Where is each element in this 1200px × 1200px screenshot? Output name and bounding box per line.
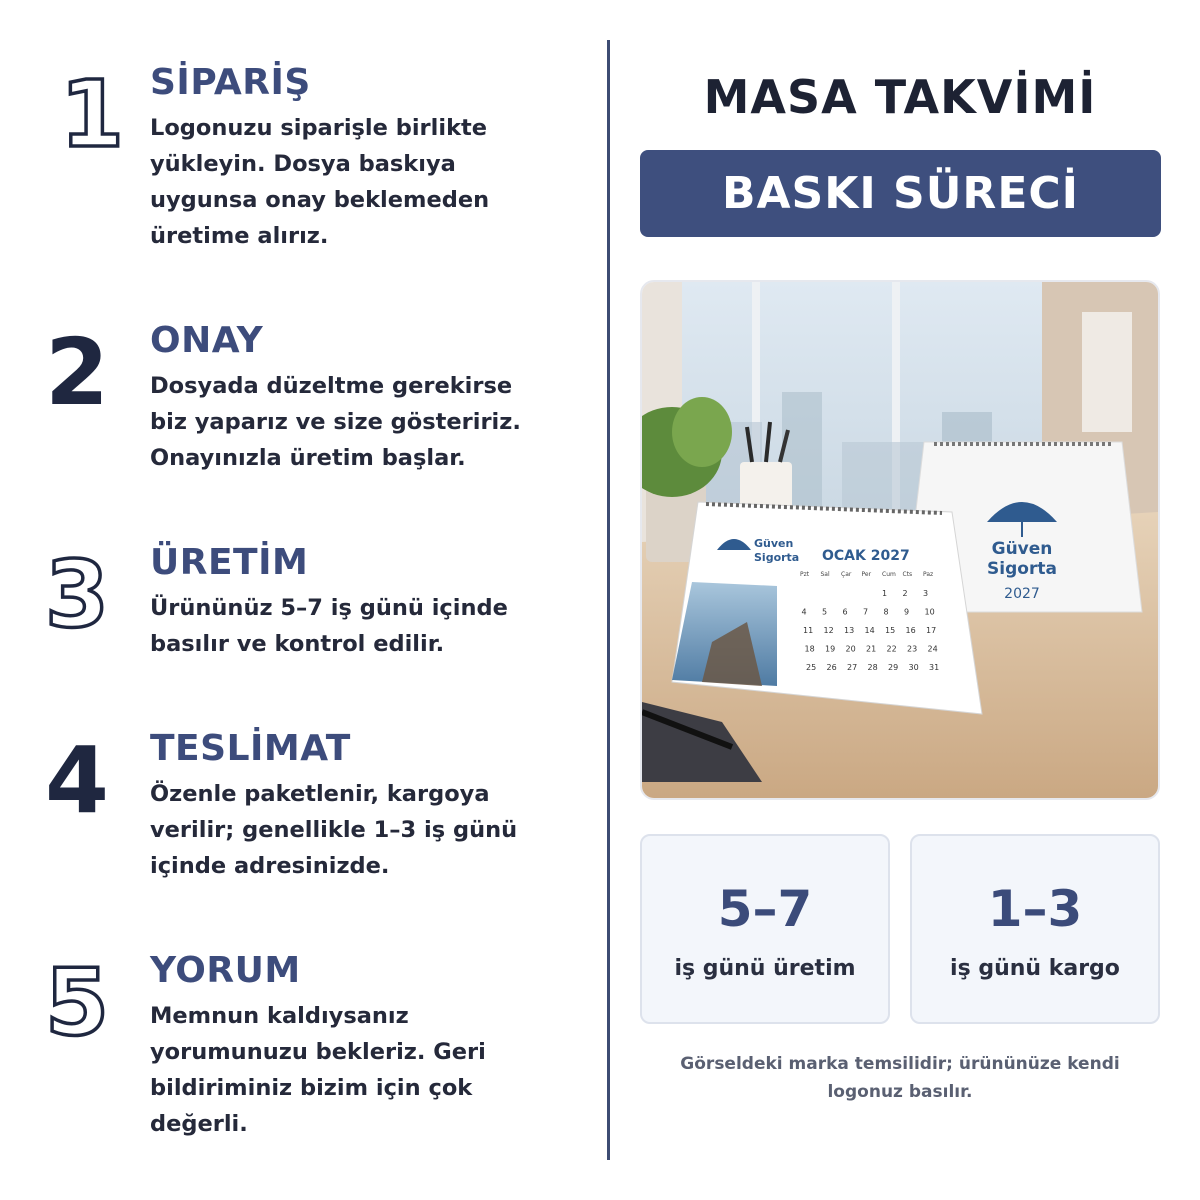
vertical-divider — [607, 40, 610, 1160]
step-title: TESLİMAT — [150, 728, 351, 769]
svg-text:Güven: Güven — [991, 539, 1053, 559]
svg-text:3: 3 — [45, 541, 110, 648]
calendar-day: 27 — [847, 663, 858, 672]
calendar-day: 16 — [905, 626, 916, 635]
product-photo — [640, 280, 1160, 800]
calendar-weekday: Çar — [841, 571, 852, 578]
calendar-day: 25 — [806, 663, 817, 672]
svg-text:5: 5 — [45, 949, 110, 1056]
calendar-day: 12 — [823, 626, 834, 635]
svg-text:2027: 2027 — [1004, 586, 1040, 602]
step-description: Logonuzu siparişle birlikte yükleyin. Dosya baskıya uygunsa onay beklemeden üretime alırız. — [150, 115, 490, 249]
calendar-weekday: Cum — [882, 571, 896, 578]
step-title: YORUM — [150, 950, 301, 991]
stat-label: iş günü kargo — [950, 956, 1120, 981]
calendar-weekday: Cts — [902, 571, 913, 578]
step-number-4 — [40, 727, 120, 834]
calendar-day: 9 — [904, 607, 910, 617]
calendar-day: 4 — [801, 607, 807, 617]
calendar-day: 5 — [822, 607, 828, 617]
calendar-weekday: Sal — [820, 571, 830, 578]
calendar-day: 3 — [923, 589, 929, 598]
step-title: ÜRETİM — [150, 542, 309, 583]
calendar-day: 20 — [845, 644, 856, 654]
svg-text:4: 4 — [45, 727, 110, 834]
step-description: Memnun kaldıysanız yorumunuzu bekleriz. Geri bildiriminiz bizim için çok değerli. — [150, 1003, 486, 1137]
step-description: Ürününüz 5–7 iş günü içinde basılır ve kontrol edilir. — [150, 595, 508, 657]
calendar-weekday: Pzt — [800, 571, 810, 578]
calendar-day: 11 — [803, 626, 814, 635]
calendar-day: 22 — [886, 644, 897, 654]
calendar-day: 28 — [867, 663, 878, 672]
stat-value: 5–7 — [717, 880, 813, 938]
calendar-day: 2 — [902, 589, 908, 598]
calendar-day: 6 — [842, 607, 848, 617]
product-title: MASA TAKVİMİ — [703, 70, 1097, 124]
stat-production — [640, 834, 890, 1024]
step-title: ONAY — [150, 320, 264, 361]
step-number-3 — [40, 541, 120, 648]
step-description: Dosyada düzeltme gerekirse biz yaparız ve size gösteririz. Onayınızla üretim başlar. — [150, 373, 521, 471]
calendar-day: 13 — [844, 626, 855, 635]
svg-text:Sigorta: Sigorta — [754, 551, 800, 564]
svg-text:Güven: Güven — [754, 537, 794, 550]
calendar-day: 15 — [885, 626, 896, 635]
stat-value: 1–3 — [987, 880, 1083, 938]
calendar-day: 26 — [826, 663, 837, 672]
disclaimer-note: Görseldeki marka temsilidir; ürününüze kendi logonuz basılır. — [680, 1054, 1120, 1102]
section-banner: BASKI SÜRECİ — [640, 150, 1161, 237]
calendar-day: 17 — [926, 626, 937, 635]
calendar-day: 14 — [864, 626, 875, 635]
calendar-weekday: Per — [861, 571, 872, 578]
step-number-1 — [40, 61, 125, 168]
step-number-5 — [40, 949, 120, 1056]
calendar-day: 31 — [929, 663, 940, 672]
step-number-2 — [40, 319, 120, 426]
svg-text:OCAK 2027: OCAK 2027 — [822, 548, 910, 564]
stat-shipping — [910, 834, 1160, 1024]
calendar-day: 1 — [882, 589, 888, 598]
calendar-day: 7 — [863, 607, 869, 617]
calendar-day: 19 — [825, 644, 836, 654]
calendar-day: 8 — [883, 607, 889, 617]
svg-text:2: 2 — [45, 319, 110, 426]
calendar-day: 24 — [927, 644, 938, 654]
step-title: SİPARİŞ — [150, 62, 311, 103]
calendar-weekday: Paz — [923, 571, 934, 578]
svg-text:Sigorta: Sigorta — [987, 559, 1057, 579]
step-description: Özenle paketlenir, kargoya verilir; genellikle 1–3 iş günü içinde adresinizde. — [150, 781, 518, 879]
calendar-day: 30 — [908, 663, 919, 672]
calendar-day: 29 — [888, 663, 899, 672]
calendar-day: 23 — [907, 644, 918, 654]
calendar-day: 18 — [804, 644, 815, 654]
stat-label: iş günü üretim — [674, 956, 856, 981]
calendar-day: 10 — [924, 607, 935, 617]
svg-text:1: 1 — [60, 61, 125, 168]
calendar-day: 21 — [866, 644, 877, 654]
